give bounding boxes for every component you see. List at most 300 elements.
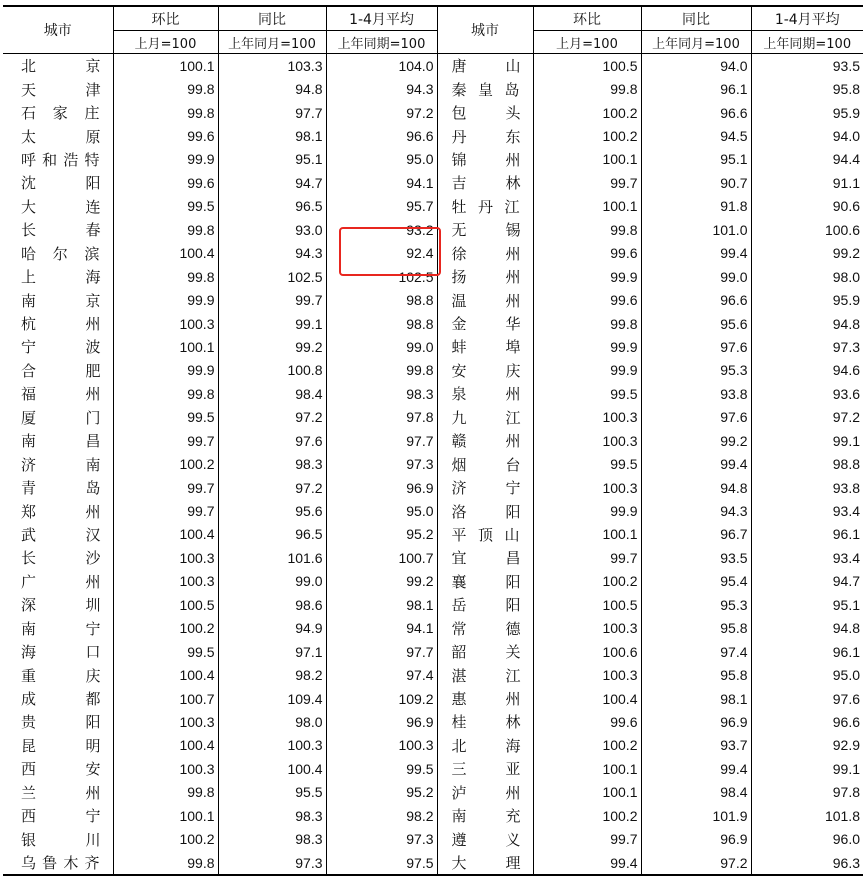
left-avg-cell: 109.2: [326, 687, 437, 710]
left-yoy-cell: 102.5: [218, 265, 326, 288]
right-yoy-cell: 99.0: [641, 265, 751, 288]
header-avg-left: 1-4月平均: [326, 6, 437, 31]
right-city-cell: 烟台: [437, 452, 533, 475]
right-city-cell: 平顶山: [437, 523, 533, 546]
right-yoy-cell: 97.6: [641, 335, 751, 358]
right-city-cell: 温州: [437, 288, 533, 311]
right-yoy-cell: 94.3: [641, 499, 751, 522]
header-city-right: 城市: [437, 6, 533, 54]
left-city-cell: 西安: [21, 760, 101, 779]
left-mom-cell: 99.7: [113, 429, 218, 452]
left-yoy-cell: 101.6: [218, 546, 326, 569]
left-mom-cell: 100.4: [113, 663, 218, 686]
left-yoy-cell: 94.9: [218, 617, 326, 640]
left-mom-cell: 100.3: [113, 710, 218, 733]
left-avg-cell: 93.2: [326, 218, 437, 241]
right-city-cell: 大理: [437, 851, 533, 875]
right-avg-cell: 100.6: [751, 218, 863, 241]
right-mom-cell: 99.6: [533, 242, 641, 265]
right-yoy-cell: 93.8: [641, 382, 751, 405]
left-yoy-cell: 94.7: [218, 171, 326, 194]
right-yoy-cell: 97.2: [641, 851, 751, 875]
right-mom-cell: 99.9: [533, 335, 641, 358]
right-yoy-cell: 97.4: [641, 640, 751, 663]
table-row: [3, 851, 863, 875]
left-mom-cell: 100.2: [113, 617, 218, 640]
left-mom-cell: 99.5: [113, 195, 218, 218]
right-mom-cell: 100.4: [533, 687, 641, 710]
left-avg-cell: 99.0: [326, 335, 437, 358]
left-yoy-cell: 98.4: [218, 382, 326, 405]
right-yoy-cell: 95.3: [641, 359, 751, 382]
right-city-cell: 泸州: [437, 781, 533, 804]
right-yoy-cell: 94.0: [641, 54, 751, 78]
right-avg-cell: 98.8: [751, 452, 863, 475]
right-mom-cell: 100.2: [533, 124, 641, 147]
left-mom-cell: 100.2: [113, 452, 218, 475]
right-city-cell: 徐州: [437, 242, 533, 265]
right-city-cell: 锦州: [437, 148, 533, 171]
table-row: [3, 124, 863, 147]
right-city-cell: 牡丹江: [437, 195, 533, 218]
right-mom-cell: 100.5: [533, 593, 641, 616]
left-city-cell: 广州: [21, 572, 101, 591]
left-city-cell: 上海: [21, 268, 101, 287]
right-avg-cell: 99.1: [751, 429, 863, 452]
right-city-cell: 常德: [437, 617, 533, 640]
left-mom-cell: 99.8: [113, 77, 218, 100]
left-mom-cell: 100.4: [113, 734, 218, 757]
right-yoy-cell: 96.9: [641, 827, 751, 850]
left-mom-cell: 100.4: [113, 523, 218, 546]
left-city-cell: 沈阳: [21, 174, 101, 193]
right-avg-cell: 95.1: [751, 593, 863, 616]
right-avg-cell: 95.0: [751, 663, 863, 686]
left-mom-cell: 99.7: [113, 476, 218, 499]
left-mom-cell: 99.9: [113, 359, 218, 382]
left-mom-cell: 100.3: [113, 757, 218, 780]
left-mom-cell: 99.5: [113, 640, 218, 663]
right-yoy-cell: 94.8: [641, 476, 751, 499]
left-avg-cell: 97.2: [326, 101, 437, 124]
left-mom-cell: 99.8: [113, 382, 218, 405]
table-row: [3, 804, 863, 827]
header-yoy-right: 同比: [641, 6, 751, 31]
header-mom-base-right: 上月=100: [533, 31, 641, 54]
left-city-cell: 武汉: [21, 525, 101, 544]
left-city-cell: 南宁: [21, 619, 101, 638]
left-city-cell: 杭州: [21, 315, 101, 334]
left-yoy-cell: 98.3: [218, 452, 326, 475]
right-yoy-cell: 96.6: [641, 288, 751, 311]
left-yoy-cell: 95.6: [218, 499, 326, 522]
right-avg-cell: 95.8: [751, 77, 863, 100]
header-yoy-base-right: 上年同月=100: [641, 31, 751, 54]
left-mom-cell: 100.1: [113, 335, 218, 358]
right-mom-cell: 100.2: [533, 570, 641, 593]
table-row: [3, 148, 863, 171]
left-mom-cell: 99.8: [113, 781, 218, 804]
left-avg-cell: 98.1: [326, 593, 437, 616]
left-yoy-cell: 109.4: [218, 687, 326, 710]
right-mom-cell: 100.1: [533, 148, 641, 171]
left-yoy-cell: 103.3: [218, 54, 326, 78]
table-row: [3, 499, 863, 522]
right-yoy-cell: 95.8: [641, 617, 751, 640]
table-row: [3, 617, 863, 640]
price-index-table-container: [3, 5, 863, 876]
right-city-cell: 惠州: [437, 687, 533, 710]
right-city-cell: 秦皇岛: [437, 77, 533, 100]
header-yoy-left: 同比: [218, 6, 326, 31]
left-city-cell: 海口: [21, 643, 101, 662]
right-yoy-cell: 95.8: [641, 663, 751, 686]
table-row: [3, 265, 863, 288]
right-mom-cell: 100.2: [533, 101, 641, 124]
table-body: [3, 54, 863, 876]
left-mom-cell: 99.6: [113, 124, 218, 147]
right-mom-cell: 99.6: [533, 288, 641, 311]
left-avg-cell: 104.0: [326, 54, 437, 78]
left-city-cell: 大连: [21, 197, 101, 216]
right-mom-cell: 99.8: [533, 77, 641, 100]
right-city-cell: 包头: [437, 101, 533, 124]
left-avg-cell: 102.5: [326, 265, 437, 288]
right-city-cell: 泉州: [437, 382, 533, 405]
right-city-cell: 蚌埠: [437, 335, 533, 358]
right-yoy-cell: 95.1: [641, 148, 751, 171]
right-yoy-cell: 101.0: [641, 218, 751, 241]
right-yoy-cell: 96.1: [641, 77, 751, 100]
left-mom-cell: 100.3: [113, 312, 218, 335]
table-row: [3, 640, 863, 663]
right-mom-cell: 100.3: [533, 429, 641, 452]
left-city-cell: 昆明: [21, 736, 101, 755]
header-avg-right: 1-4月平均: [751, 6, 863, 31]
right-yoy-cell: 99.4: [641, 242, 751, 265]
left-mom-cell: 99.8: [113, 218, 218, 241]
left-avg-cell: 94.1: [326, 617, 437, 640]
right-avg-cell: 93.4: [751, 546, 863, 569]
right-yoy-cell: 95.6: [641, 312, 751, 335]
table-row: [3, 382, 863, 405]
right-mom-cell: 100.5: [533, 54, 641, 78]
table-row: [3, 734, 863, 757]
right-yoy-cell: 94.5: [641, 124, 751, 147]
left-city-cell: 哈尔滨: [21, 244, 101, 263]
table-row: [3, 710, 863, 733]
table-header: [3, 6, 863, 54]
left-mom-cell: 99.8: [113, 851, 218, 875]
right-yoy-cell: 96.9: [641, 710, 751, 733]
left-mom-cell: 100.3: [113, 570, 218, 593]
left-yoy-cell: 97.2: [218, 406, 326, 429]
left-avg-cell: 97.3: [326, 827, 437, 850]
right-mom-cell: 100.1: [533, 195, 641, 218]
right-avg-cell: 93.8: [751, 476, 863, 499]
left-avg-cell: 97.5: [326, 851, 437, 875]
right-city-cell: 遵义: [437, 827, 533, 850]
left-mom-cell: 99.9: [113, 288, 218, 311]
right-yoy-cell: 96.7: [641, 523, 751, 546]
right-mom-cell: 100.6: [533, 640, 641, 663]
right-city-cell: 扬州: [437, 265, 533, 288]
left-avg-cell: 98.8: [326, 288, 437, 311]
right-city-cell: 岳阳: [437, 593, 533, 616]
right-city-cell: 北海: [437, 734, 533, 757]
right-avg-cell: 96.3: [751, 851, 863, 875]
left-yoy-cell: 97.1: [218, 640, 326, 663]
right-avg-cell: 98.0: [751, 265, 863, 288]
left-yoy-cell: 95.5: [218, 781, 326, 804]
table-row: [3, 687, 863, 710]
left-yoy-cell: 100.4: [218, 757, 326, 780]
right-yoy-cell: 91.8: [641, 195, 751, 218]
left-mom-cell: 100.5: [113, 593, 218, 616]
left-mom-cell: 99.9: [113, 148, 218, 171]
left-avg-cell: 95.2: [326, 523, 437, 546]
left-city-cell: 北京: [21, 57, 101, 76]
right-city-cell: 三亚: [437, 757, 533, 780]
right-avg-cell: 92.9: [751, 734, 863, 757]
left-yoy-cell: 94.8: [218, 77, 326, 100]
table-row: [3, 546, 863, 569]
left-avg-cell: 92.4: [326, 242, 437, 265]
table-row: [3, 77, 863, 100]
left-avg-cell: 95.0: [326, 499, 437, 522]
right-city-cell: 无锡: [437, 218, 533, 241]
left-city-cell: 贵阳: [21, 713, 101, 732]
left-avg-cell: 98.2: [326, 804, 437, 827]
right-mom-cell: 100.3: [533, 476, 641, 499]
right-avg-cell: 93.4: [751, 499, 863, 522]
left-city-cell: 长春: [21, 221, 101, 240]
right-yoy-cell: 95.3: [641, 593, 751, 616]
right-avg-cell: 91.1: [751, 171, 863, 194]
header-yoy-base-left: 上年同月=100: [218, 31, 326, 54]
right-mom-cell: 99.7: [533, 546, 641, 569]
right-city-cell: 九江: [437, 406, 533, 429]
right-mom-cell: 100.1: [533, 781, 641, 804]
right-city-cell: 洛阳: [437, 499, 533, 522]
price-index-table: [3, 5, 863, 876]
right-city-cell: 韶关: [437, 640, 533, 663]
left-mom-cell: 100.3: [113, 546, 218, 569]
left-city-cell: 石家庄: [21, 104, 101, 123]
table-row: [3, 312, 863, 335]
right-mom-cell: 100.3: [533, 406, 641, 429]
right-avg-cell: 96.1: [751, 640, 863, 663]
right-city-cell: 唐山: [437, 54, 533, 78]
left-yoy-cell: 98.2: [218, 663, 326, 686]
left-avg-cell: 97.7: [326, 429, 437, 452]
left-city-cell: 长沙: [21, 549, 101, 568]
right-avg-cell: 97.2: [751, 406, 863, 429]
table-row: [3, 171, 863, 194]
left-city-cell: 青岛: [21, 479, 101, 498]
left-mom-cell: 100.2: [113, 827, 218, 850]
right-avg-cell: 97.3: [751, 335, 863, 358]
right-yoy-cell: 96.6: [641, 101, 751, 124]
left-city-cell: 福州: [21, 385, 101, 404]
right-mom-cell: 100.1: [533, 523, 641, 546]
table-row: [3, 663, 863, 686]
left-city-cell: 呼和浩特: [21, 150, 101, 169]
right-yoy-cell: 99.4: [641, 452, 751, 475]
left-yoy-cell: 98.3: [218, 827, 326, 850]
left-mom-cell: 99.5: [113, 406, 218, 429]
right-city-cell: 安庆: [437, 359, 533, 382]
left-city-cell: 太原: [21, 127, 101, 146]
left-avg-cell: 97.3: [326, 452, 437, 475]
right-city-cell: 襄阳: [437, 570, 533, 593]
table-row: [3, 781, 863, 804]
left-avg-cell: 96.9: [326, 476, 437, 499]
left-city-cell: 厦门: [21, 408, 101, 427]
right-avg-cell: 93.6: [751, 382, 863, 405]
right-mom-cell: 99.9: [533, 499, 641, 522]
left-mom-cell: 99.8: [113, 101, 218, 124]
left-yoy-cell: 94.3: [218, 242, 326, 265]
right-city-cell: 南充: [437, 804, 533, 827]
right-avg-cell: 99.2: [751, 242, 863, 265]
right-avg-cell: 95.9: [751, 101, 863, 124]
left-yoy-cell: 95.1: [218, 148, 326, 171]
table-row: [3, 570, 863, 593]
right-avg-cell: 101.8: [751, 804, 863, 827]
right-avg-cell: 96.0: [751, 827, 863, 850]
left-avg-cell: 97.4: [326, 663, 437, 686]
left-mom-cell: 100.1: [113, 804, 218, 827]
right-city-cell: 宜昌: [437, 546, 533, 569]
right-mom-cell: 99.9: [533, 359, 641, 382]
left-city-cell: 天津: [21, 80, 101, 99]
right-avg-cell: 94.6: [751, 359, 863, 382]
left-city-cell: 南京: [21, 291, 101, 310]
left-city-cell: 宁波: [21, 338, 101, 357]
right-avg-cell: 99.1: [751, 757, 863, 780]
right-mom-cell: 99.8: [533, 218, 641, 241]
left-yoy-cell: 98.6: [218, 593, 326, 616]
right-city-cell: 济宁: [437, 476, 533, 499]
table-row: [3, 406, 863, 429]
table-row: [3, 476, 863, 499]
right-mom-cell: 100.2: [533, 804, 641, 827]
left-city-cell: 合肥: [21, 361, 101, 380]
left-avg-cell: 97.8: [326, 406, 437, 429]
right-mom-cell: 99.6: [533, 710, 641, 733]
right-yoy-cell: 93.5: [641, 546, 751, 569]
left-mom-cell: 99.7: [113, 499, 218, 522]
right-yoy-cell: 98.4: [641, 781, 751, 804]
right-mom-cell: 100.1: [533, 757, 641, 780]
right-mom-cell: 100.3: [533, 617, 641, 640]
left-avg-cell: 94.3: [326, 77, 437, 100]
left-yoy-cell: 93.0: [218, 218, 326, 241]
right-city-cell: 丹东: [437, 124, 533, 147]
table-row: [3, 195, 863, 218]
left-mom-cell: 100.4: [113, 242, 218, 265]
header-avg-base-left: 上年同期=100: [326, 31, 437, 54]
right-mom-cell: 99.5: [533, 452, 641, 475]
right-avg-cell: 90.6: [751, 195, 863, 218]
right-avg-cell: 95.9: [751, 288, 863, 311]
left-avg-cell: 99.8: [326, 359, 437, 382]
left-avg-cell: 99.2: [326, 570, 437, 593]
right-mom-cell: 99.4: [533, 851, 641, 875]
right-mom-cell: 99.5: [533, 382, 641, 405]
header-city-left: 城市: [3, 6, 113, 54]
right-avg-cell: 94.0: [751, 124, 863, 147]
header-avg-base-right: 上年同期=100: [751, 31, 863, 54]
right-avg-cell: 94.8: [751, 312, 863, 335]
left-avg-cell: 100.7: [326, 546, 437, 569]
left-yoy-cell: 100.8: [218, 359, 326, 382]
right-avg-cell: 96.1: [751, 523, 863, 546]
right-avg-cell: 94.4: [751, 148, 863, 171]
left-city-cell: 郑州: [21, 502, 101, 521]
right-avg-cell: 93.5: [751, 54, 863, 78]
table-row: [3, 593, 863, 616]
left-city-cell: 乌鲁木齐: [3, 851, 113, 875]
right-avg-cell: 96.6: [751, 710, 863, 733]
table-row: [3, 429, 863, 452]
right-yoy-cell: 93.7: [641, 734, 751, 757]
left-yoy-cell: 96.5: [218, 195, 326, 218]
table-row: [3, 335, 863, 358]
left-mom-cell: 100.7: [113, 687, 218, 710]
left-yoy-cell: 99.7: [218, 288, 326, 311]
right-yoy-cell: 101.9: [641, 804, 751, 827]
left-avg-cell: 96.9: [326, 710, 437, 733]
left-yoy-cell: 97.7: [218, 101, 326, 124]
left-yoy-cell: 99.2: [218, 335, 326, 358]
table-row: [3, 242, 863, 265]
right-avg-cell: 94.7: [751, 570, 863, 593]
left-city-cell: 深圳: [21, 596, 101, 615]
left-avg-cell: 94.1: [326, 171, 437, 194]
left-city-cell: 南昌: [21, 432, 101, 451]
table-row: [3, 359, 863, 382]
header-mom-right: 环比: [533, 6, 641, 31]
left-yoy-cell: 97.3: [218, 851, 326, 875]
left-city-cell: 成都: [21, 690, 101, 709]
left-mom-cell: 99.6: [113, 171, 218, 194]
right-avg-cell: 97.6: [751, 687, 863, 710]
table-row: [3, 523, 863, 546]
left-city-cell: 兰州: [21, 783, 101, 802]
right-mom-cell: 99.7: [533, 171, 641, 194]
left-yoy-cell: 98.1: [218, 124, 326, 147]
header-mom-left: 环比: [113, 6, 218, 31]
left-avg-cell: 98.8: [326, 312, 437, 335]
left-city-cell: 西宁: [21, 807, 101, 826]
right-city-cell: 赣州: [437, 429, 533, 452]
left-avg-cell: 99.5: [326, 757, 437, 780]
left-yoy-cell: 97.2: [218, 476, 326, 499]
left-yoy-cell: 98.0: [218, 710, 326, 733]
right-mom-cell: 100.2: [533, 734, 641, 757]
left-mom-cell: 99.8: [113, 265, 218, 288]
right-city-cell: 湛江: [437, 663, 533, 686]
left-avg-cell: 98.3: [326, 382, 437, 405]
left-avg-cell: 95.0: [326, 148, 437, 171]
left-yoy-cell: 97.6: [218, 429, 326, 452]
right-yoy-cell: 98.1: [641, 687, 751, 710]
left-yoy-cell: 99.0: [218, 570, 326, 593]
right-mom-cell: 99.8: [533, 312, 641, 335]
right-mom-cell: 99.7: [533, 827, 641, 850]
